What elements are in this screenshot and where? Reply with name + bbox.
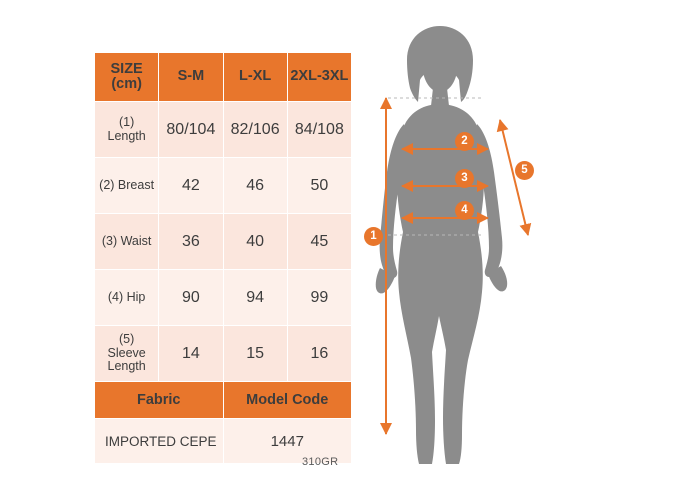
table-row — [95, 102, 352, 158]
header-cell-model-code: Model Code — [223, 382, 352, 419]
measurement-badge-4: 4 — [455, 201, 474, 220]
header-size-line1: SIZE — [110, 60, 143, 77]
cell-waist-2xl3xl: 45 — [287, 214, 351, 270]
row-label-sleeve-line2: Sleeve — [107, 345, 146, 360]
header-cell-lxl: L-XL — [223, 53, 287, 102]
table-header-row — [95, 53, 352, 102]
cell-sleeve-2xl3xl: 16 — [287, 326, 351, 382]
row-label-length — [95, 102, 159, 158]
header-cell-size — [95, 53, 159, 102]
header-size-line2: (cm) — [111, 76, 142, 92]
row-label-breast: (2) Breast — [95, 158, 159, 214]
cell-sleeve-lxl: 15 — [223, 326, 287, 382]
cell-hip-2xl3xl: 99 — [287, 270, 351, 326]
cell-length-2xl3xl: 84/108 — [287, 102, 351, 158]
model-figure-svg — [360, 20, 690, 470]
row-label-sleeve-line3: Length — [107, 359, 146, 374]
table-row — [95, 158, 352, 214]
row-label-sleeve-length — [95, 326, 159, 382]
table-row — [95, 270, 352, 326]
female-silhouette — [376, 26, 507, 464]
cell-model-code-value: 1447 — [223, 419, 352, 464]
cell-breast-2xl3xl: 50 — [287, 158, 351, 214]
header-cell-2xl3xl: 2XL-3XL — [287, 53, 351, 102]
header-cell-fabric: Fabric — [95, 382, 224, 419]
measurement-badge-5: 5 — [515, 161, 534, 180]
cell-waist-lxl: 40 — [223, 214, 287, 270]
table-row — [95, 214, 352, 270]
cell-breast-lxl: 46 — [223, 158, 287, 214]
size-table — [94, 52, 352, 464]
row-label-waist: (3) Waist — [95, 214, 159, 270]
cell-sleeve-sm: 14 — [159, 326, 223, 382]
cell-breast-sm: 42 — [159, 158, 223, 214]
table-row — [95, 326, 352, 382]
row-label-length-line1: (1) — [118, 114, 135, 129]
row-label-hip: (4) Hip — [95, 270, 159, 326]
fabric-header-row — [95, 382, 352, 419]
size-chart-table-container — [94, 52, 352, 464]
measurement-badge-2: 2 — [455, 132, 474, 151]
measurement-badge-3: 3 — [455, 169, 474, 188]
model-figure-panel — [360, 20, 690, 470]
cell-hip-lxl: 94 — [223, 270, 287, 326]
cell-waist-sm: 36 — [159, 214, 223, 270]
cell-hip-sm: 90 — [159, 270, 223, 326]
cell-length-lxl: 82/106 — [223, 102, 287, 158]
cell-length-sm: 80/104 — [159, 102, 223, 158]
header-cell-sm: S-M — [159, 53, 223, 102]
row-label-length-line2: Length — [107, 128, 146, 143]
row-label-sleeve-line1: (5) — [118, 331, 135, 346]
model-code-caption: 310GR — [302, 456, 339, 468]
cell-fabric-value: IMPORTED CEPE — [95, 419, 224, 464]
measurement-badge-1: 1 — [364, 227, 383, 246]
